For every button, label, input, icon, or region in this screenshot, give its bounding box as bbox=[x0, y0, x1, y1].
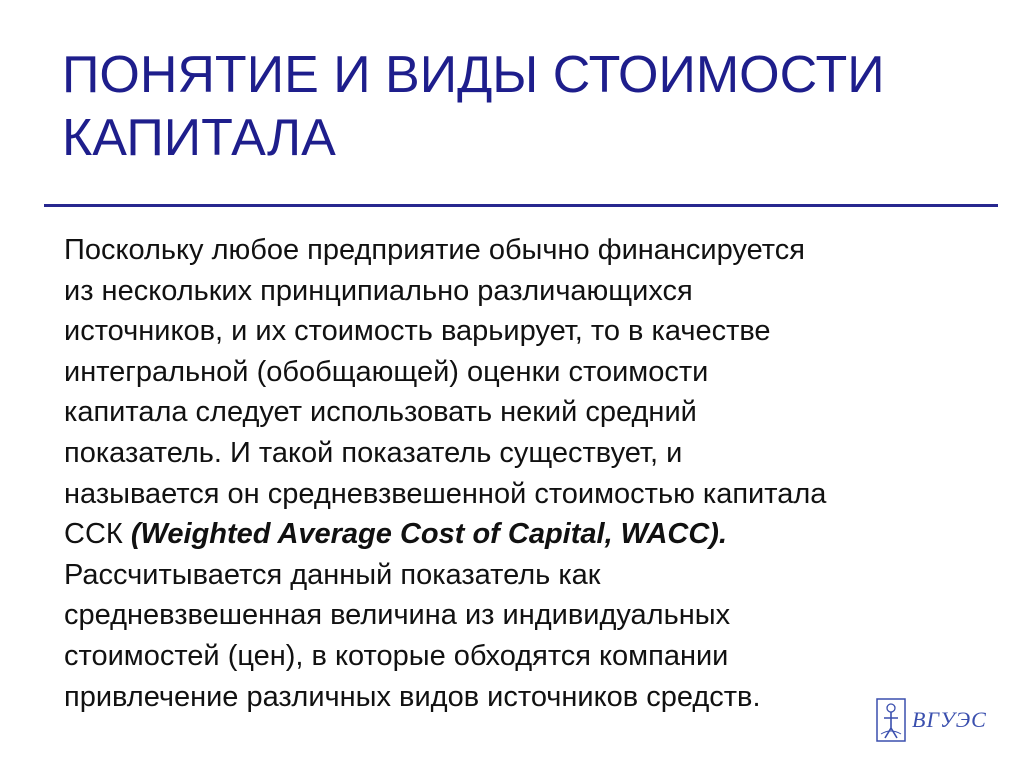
wacc-term: (Weighted Average Cost of Capital, WACC). bbox=[130, 518, 728, 551]
body-line-12: привлечение различных видов источников средств. bbox=[64, 680, 761, 713]
body-line-9: Рассчитывается данный показатель как bbox=[64, 558, 601, 591]
body-line-4: интегральной (обобщающей) оценки стоимости bbox=[64, 355, 709, 388]
body-line-1: Поскольку любое предприятие обычно финансируется bbox=[64, 234, 805, 266]
body-line-8 bbox=[64, 514, 994, 555]
title-line-1: ПОНЯТИЕ И ВИДЫ СТОИМОСТИ bbox=[62, 46, 885, 104]
university-logo bbox=[876, 696, 996, 744]
title-line-2: КАПИТАЛА bbox=[62, 109, 336, 167]
body-line-6: показатель. И такой показатель существует, и bbox=[64, 436, 683, 469]
logo-emblem-icon bbox=[876, 698, 906, 742]
body-line-8-prefix: ССК bbox=[64, 518, 131, 551]
slide-title bbox=[62, 44, 982, 170]
body-line-11: стоимостей (цен), в которые обходятся компании bbox=[64, 639, 729, 672]
body-line-10: средневзвешенная величина из индивидуальных bbox=[64, 599, 731, 632]
title-divider bbox=[44, 204, 998, 207]
body-line-5: капитала следует использовать некий средний bbox=[64, 396, 697, 429]
logo-text: ВГУЭС bbox=[912, 707, 987, 732]
body-line-3: источников, и их стоимость варьирует, то в качестве bbox=[64, 315, 771, 348]
body-line-7: называется он средневзвешенной стоимостью капитала bbox=[64, 477, 827, 510]
slide-body bbox=[64, 230, 994, 717]
body-line-2: из нескольких принципиально различающихся bbox=[64, 274, 693, 307]
